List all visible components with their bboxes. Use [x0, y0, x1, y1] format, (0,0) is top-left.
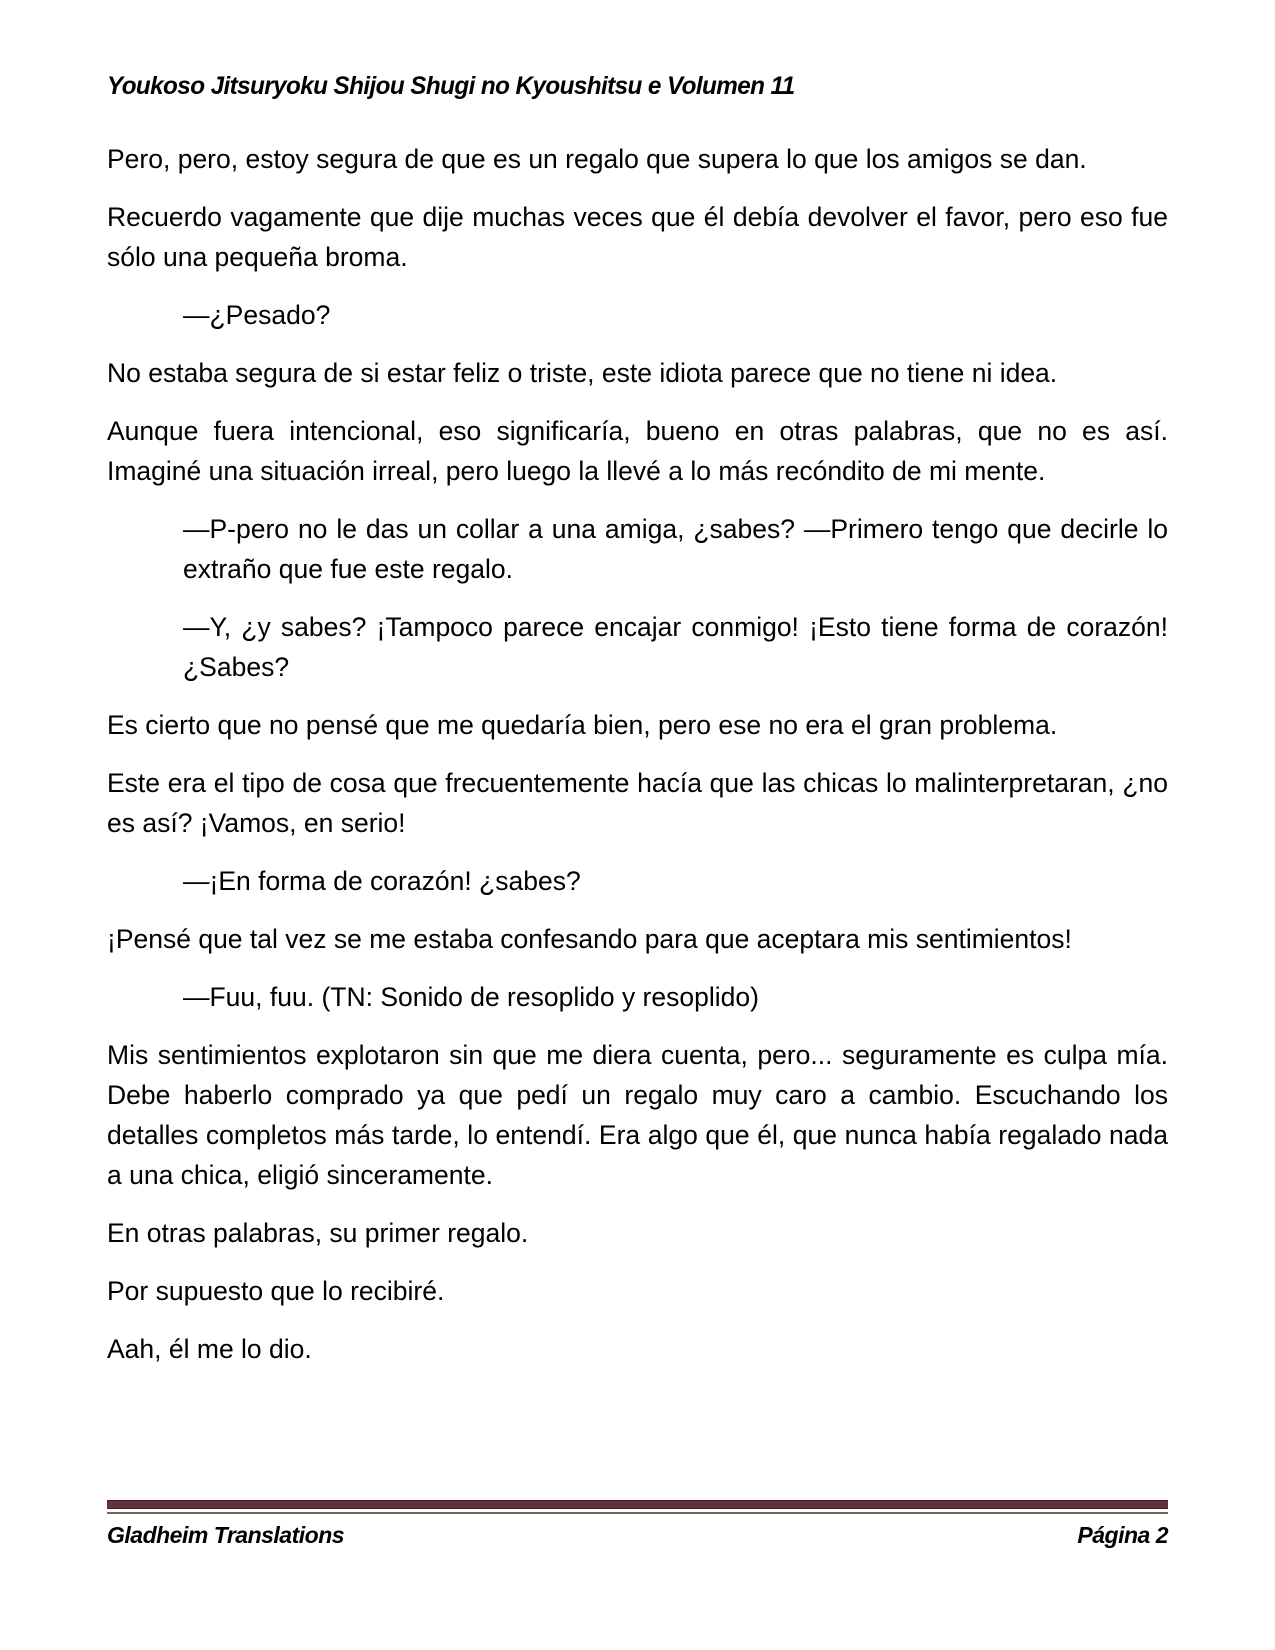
document-body: [107, 139, 1168, 1369]
body-paragraph: ¡Pensé que tal vez se me estaba confesando para que aceptara mis sentimientos!: [107, 924, 1072, 954]
page-header-title: Youkoso Jitsuryoku Shijou Shugi no Kyoushitsu e Volumen 11: [107, 72, 795, 100]
dialogue-paragraph: —Fuu, fuu. (TN: Sonido de resoplido y resoplido): [183, 982, 759, 1012]
footer-translator-credit: Gladheim Translations: [107, 1522, 345, 1548]
body-paragraph: Aunque fuera intencional, eso significaría, bueno en otras palabras, que no es así. Imaginé una situación irreal, pero luego la llevé a lo más recóndito de mi mente.: [107, 416, 1168, 486]
footer-page-number: Página 2: [1077, 1522, 1168, 1548]
dialogue-paragraph: —¡En forma de corazón! ¿sabes?: [183, 866, 581, 896]
body-paragraph: Este era el tipo de cosa que frecuentemente hacía que las chicas lo malinterpretaran, ¿no es así? ¡Vamos, en serio!: [107, 768, 1168, 838]
body-paragraph: Aah, él me lo dio.: [107, 1334, 312, 1364]
body-paragraph: Pero, pero, estoy segura de que es un regalo que supera lo que los amigos se dan.: [107, 144, 1087, 174]
page-header: [107, 0, 1168, 101]
footer-separator-thick: [107, 1500, 1168, 1509]
dialogue-paragraph: —Y, ¿y sabes? ¡Tampoco parece encajar conmigo! ¡Esto tiene forma de corazón! ¿Sabes?: [183, 612, 1168, 682]
body-paragraph: No estaba segura de si estar feliz o triste, este idiota parece que no tiene ni idea.: [107, 358, 1058, 388]
body-paragraph: Recuerdo vagamente que dije muchas veces que él debía devolver el favor, pero eso fue sólo una pequeña broma.: [107, 202, 1168, 272]
body-paragraph: Por supuesto que lo recibiré.: [107, 1276, 445, 1306]
body-paragraph: En otras palabras, su primer regalo.: [107, 1218, 529, 1248]
dialogue-paragraph: —¿Pesado?: [183, 300, 331, 330]
body-paragraph: Mis sentimientos explotaron sin que me diera cuenta, pero... seguramente es culpa mía. Debe haberlo comprado ya que pedí un regalo muy caro a cambio. Escuchando los detalles completos más tarde, lo entendí. Era algo que él, que nunca había regalado nada a una chica, eligió sinceramente.: [107, 1040, 1168, 1190]
dialogue-paragraph: —P-pero no le das un collar a una amiga, ¿sabes? —Primero tengo que decirle lo extraño que fue este regalo.: [183, 514, 1168, 584]
body-paragraph: Es cierto que no pensé que me quedaría bien, pero ese no era el gran problema.: [107, 710, 1058, 740]
page-footer: [107, 1500, 1168, 1549]
